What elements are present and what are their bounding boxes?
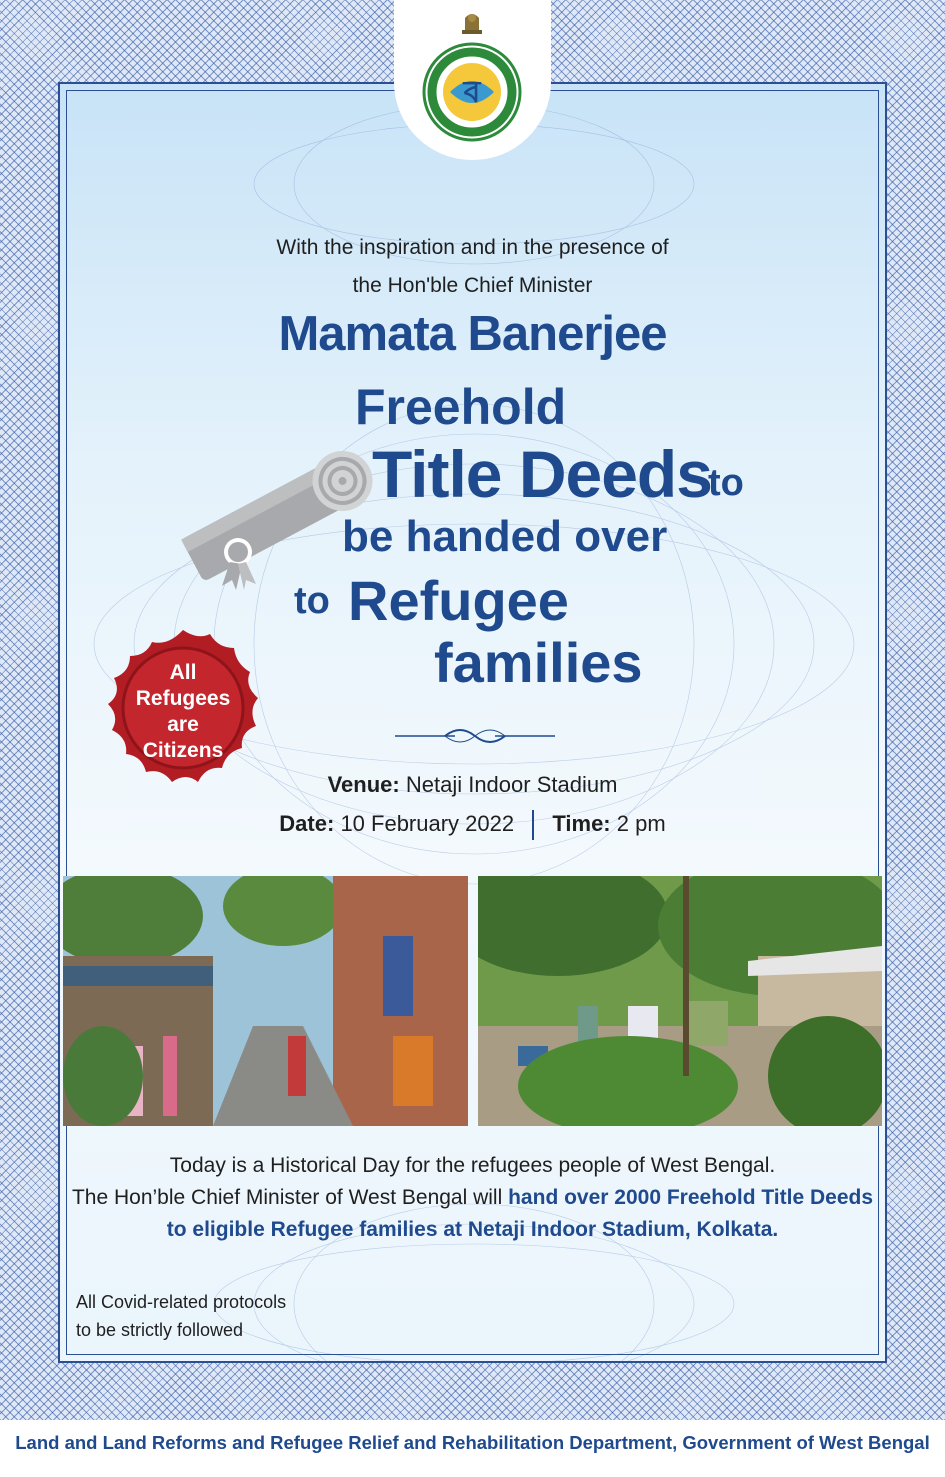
wax-seal-line-3: are [167, 713, 199, 736]
body-line-2-plain: The Hon’ble Chief Minister of West Bengal will [71, 1186, 509, 1209]
date-value: 10 February 2022 [340, 810, 515, 836]
venue-line [0, 772, 945, 798]
wax-seal-line-2: Refugees [135, 687, 231, 710]
body-line-2 [0, 1182, 945, 1214]
body-line-3: to eligible Refugee families at Netaji Indoor Stadium, Kolkata. [166, 1218, 779, 1241]
covid-note-line-1: All Covid-related protocols [76, 1292, 287, 1312]
headline-title-deeds: Title Deeds [372, 437, 712, 511]
headline-refugee: Refugee [348, 569, 569, 632]
ornamental-divider [395, 724, 555, 748]
headline-freehold: Freehold [355, 379, 567, 435]
headline-handed-over: be handed over [342, 512, 668, 561]
date-label: Date: [279, 810, 335, 836]
venue-label: Venue: [327, 772, 400, 797]
headline-to-2: to [294, 580, 330, 622]
department-footer: Land and Land Reforms and Refugee Relief and Rehabilitation Department, Government of West Bengal [15, 1432, 930, 1453]
covid-note-line-2: to be strictly followed [76, 1320, 244, 1340]
venue-value: Netaji Indoor Stadium [405, 772, 618, 797]
government-of-west-bengal-seal-icon [422, 42, 522, 142]
wax-seal-text [98, 660, 268, 764]
inspiration-line-2: the Hon'ble Chief Minister [352, 274, 593, 297]
wax-seal-line-4: Citizens [142, 739, 224, 762]
time-label: Time: [552, 810, 611, 836]
refugee-colony-lane-photo [63, 876, 468, 1126]
refugee-colony-garden-photo [478, 876, 882, 1126]
date-time-line [0, 810, 945, 840]
wax-seal-line-1: All [169, 661, 197, 684]
time-value: 2 pm [616, 810, 666, 836]
ashoka-emblem-icon [459, 8, 485, 38]
date-time-separator [532, 810, 534, 840]
body-line-2-bold: hand over 2000 Freehold Title Deeds [508, 1186, 874, 1209]
covid-note [76, 1288, 336, 1344]
headline-families: families [434, 631, 643, 694]
svg-text:ব: ব [463, 75, 481, 110]
inspiration-line-1: With the inspiration and in the presence of [276, 236, 669, 259]
body-line-1: Today is a Historical Day for the refugees people of West Bengal. [169, 1154, 776, 1177]
headline-to-1: to [708, 462, 744, 504]
chief-minister-name: Mamata Banerjee [278, 307, 667, 361]
